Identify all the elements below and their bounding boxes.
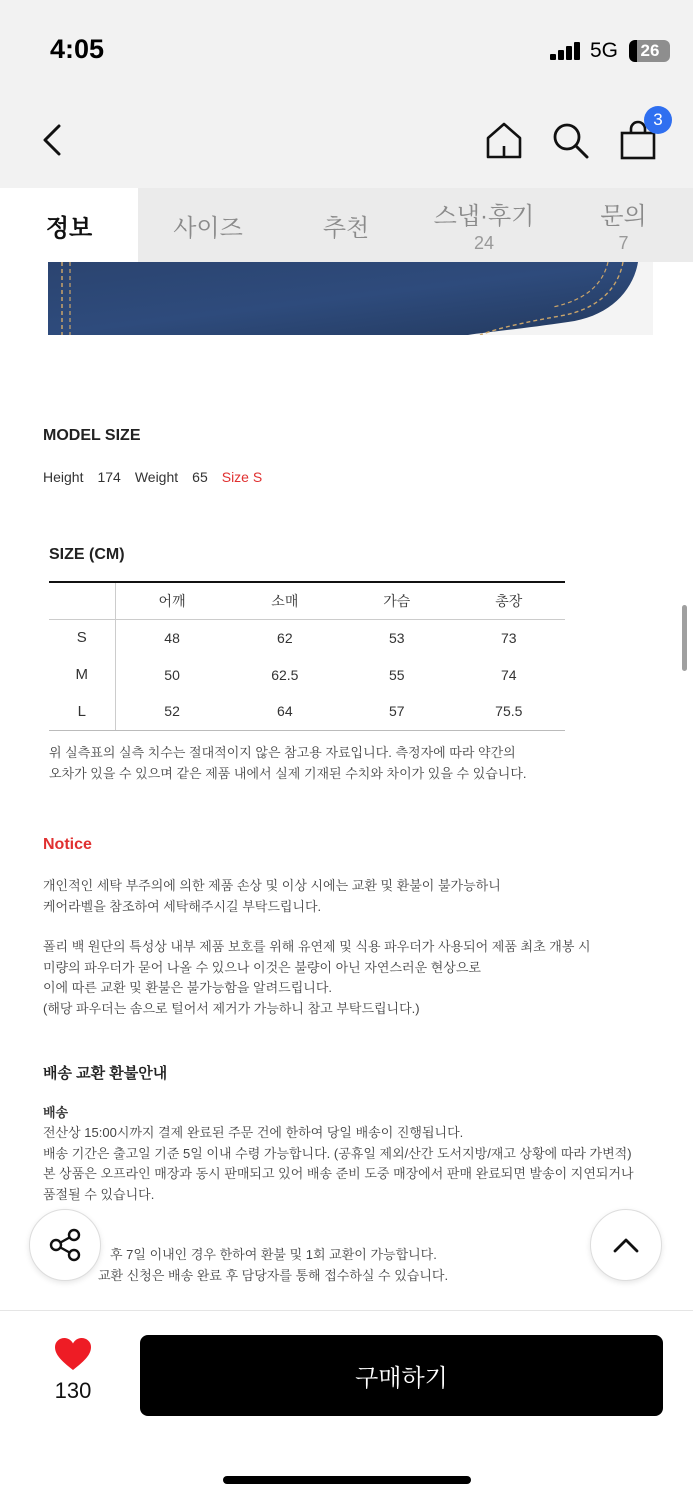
- column-header-length: 총장: [453, 582, 565, 619]
- home-button[interactable]: [482, 118, 526, 162]
- shipping-line: 품절될 수 있습니다.: [43, 1186, 155, 1202]
- row-size: M: [49, 656, 115, 693]
- row-size: L: [49, 693, 115, 730]
- tab-size[interactable]: [138, 188, 278, 262]
- tab-snap-review[interactable]: [414, 188, 554, 262]
- size-note: [49, 743, 527, 784]
- column-header-chest: 가슴: [341, 582, 453, 619]
- notice-title: Notice: [43, 836, 92, 853]
- notice-paragraph-1: [43, 876, 501, 917]
- shipping-line: 본 상품은 오프라인 매장과 동시 판매되고 있어 배송 준비 도중 매장에서 판매 완료되면 발송이 지연되거나: [43, 1166, 634, 1181]
- notice-line: 이에 따른 교환 및 환불은 불가능함을 알려드립니다.: [43, 980, 333, 995]
- tab-count: 24: [473, 233, 495, 253]
- search-icon: [550, 120, 590, 160]
- notice-line: 미량의 파우더가 묻어 나올 수 있으나 이것은 불량이 아닌 자연스러운 현상으로: [43, 959, 481, 975]
- cell-length: 73: [501, 629, 517, 646]
- status-time: 4:05: [50, 34, 105, 64]
- column-header-sleeve: 소매: [229, 582, 341, 619]
- tab-recommend[interactable]: [278, 188, 414, 262]
- like-count: 130: [54, 1378, 92, 1403]
- scroll-to-top-button[interactable]: [590, 1209, 662, 1281]
- like-button[interactable]: [40, 1337, 106, 1404]
- cell-length: 74: [501, 666, 517, 683]
- chevron-left-icon: [41, 123, 63, 157]
- refund-line: 후 7일 이내인 경우 한하여 환불 및 1회 교환이 가능합니다.: [110, 1247, 437, 1262]
- table-row: [49, 693, 565, 730]
- network-type: 5G: [590, 39, 619, 62]
- model-size-value: Size S: [221, 469, 263, 485]
- model-size-title: MODEL SIZE: [43, 427, 141, 444]
- cell-shoulder: 50: [164, 666, 180, 683]
- bottom-action-bar: [0, 1310, 693, 1500]
- height-label: Height: [43, 469, 84, 485]
- cell-length: 75.5: [453, 693, 565, 730]
- share-button[interactable]: [29, 1209, 101, 1281]
- buy-button[interactable]: 구매하기: [140, 1335, 663, 1416]
- top-nav: [0, 90, 693, 188]
- cell-chest: 55: [389, 666, 405, 683]
- size-table: [49, 581, 565, 731]
- cell-chest: 53: [389, 629, 405, 646]
- cell-sleeve: 62.5: [271, 666, 299, 683]
- home-indicator: [223, 1476, 471, 1484]
- battery-level: 26: [640, 41, 660, 60]
- cell-shoulder: 52: [115, 693, 229, 730]
- tab-label: 사이즈: [173, 214, 243, 242]
- table-corner: [49, 582, 115, 619]
- tab-info[interactable]: [0, 188, 138, 262]
- scrollbar[interactable]: [682, 605, 687, 671]
- refund-paragraph: [98, 1245, 449, 1286]
- table-header-row: [49, 582, 565, 619]
- model-info: [43, 469, 276, 485]
- status-bar: [0, 0, 693, 90]
- column-header-shoulder: 어깨: [115, 582, 229, 619]
- back-button[interactable]: [30, 118, 74, 162]
- tab-label: 추천: [322, 214, 370, 242]
- product-tabs: [0, 188, 693, 262]
- search-button[interactable]: [548, 118, 592, 162]
- share-icon: [47, 1227, 83, 1263]
- size-note-line: 위 실측표의 실측 치수는 절대적이지 않은 참고용 자료입니다. 측정자에 따라 약간의: [49, 745, 516, 760]
- cell-chest: 57: [341, 693, 453, 730]
- notice-line: 케어라벨을 참조하여 세탁해주시길 부탁드립니다.: [43, 898, 322, 914]
- weight-value: 65: [192, 469, 208, 485]
- notice-line: 폴리 백 원단의 특성상 내부 제품 보호를 위해 유연제 및 식용 파우더가 사용되어 제품 최초 개봉 시: [43, 939, 591, 954]
- chevron-up-icon: [611, 1235, 641, 1255]
- cart-count-badge: 3: [644, 106, 672, 134]
- tab-label: 문의: [600, 203, 647, 230]
- tab-label: 스냅·후기: [433, 203, 535, 230]
- cell-sleeve: 62: [277, 629, 293, 646]
- row-size: S: [49, 619, 115, 656]
- notice-line: 개인적인 세탁 부주의에 의한 제품 손상 및 이상 시에는 교환 및 환불이 불가능하니: [43, 878, 501, 893]
- shipping-line: 배송 기간은 출고일 기준 5일 이내 수령 가능합니다. (공휴일 제외/산간 도서지방/재고 상황에 따라 가변적): [43, 1145, 632, 1161]
- tab-inquiry[interactable]: [554, 188, 693, 262]
- notice-line: (해당 파우더는 솜으로 털어서 제거가 가능하니 참고 부탁드립니다.): [43, 1000, 420, 1016]
- shipping-line: 전산상 15:00시까지 결제 완료된 주문 건에 한하여 당일 배송이 진행됩니다.: [43, 1125, 464, 1140]
- size-note-line: 오차가 있을 수 있으며 같은 제품 내에서 실제 기재된 수치와 차이가 있을 수 있습니다.: [49, 765, 527, 781]
- notice-paragraph-2: [43, 937, 591, 1019]
- home-icon: [484, 120, 524, 160]
- shipping-paragraph: [43, 1123, 634, 1205]
- size-chart-title: SIZE (CM): [49, 546, 125, 563]
- signal-icon: [550, 42, 582, 60]
- shipping-subtitle: 배송: [43, 1105, 69, 1120]
- product-image: [48, 262, 653, 335]
- tab-count: 7: [618, 233, 629, 253]
- battery-icon: [630, 40, 670, 62]
- heart-icon: [54, 1337, 92, 1371]
- height-value: 174: [97, 469, 121, 485]
- shipping-title: 배송 교환 환불안내: [43, 1065, 168, 1082]
- cart-button[interactable]: [616, 110, 663, 162]
- table-row: [49, 656, 565, 693]
- weight-label: Weight: [134, 469, 179, 485]
- cell-sleeve: 64: [229, 693, 341, 730]
- refund-line: 교환 신청은 배송 완료 후 담당자를 통해 접수하실 수 있습니다.: [98, 1267, 449, 1283]
- tab-label: 정보: [45, 214, 93, 242]
- table-row: [49, 619, 565, 656]
- cell-shoulder: 48: [164, 629, 180, 646]
